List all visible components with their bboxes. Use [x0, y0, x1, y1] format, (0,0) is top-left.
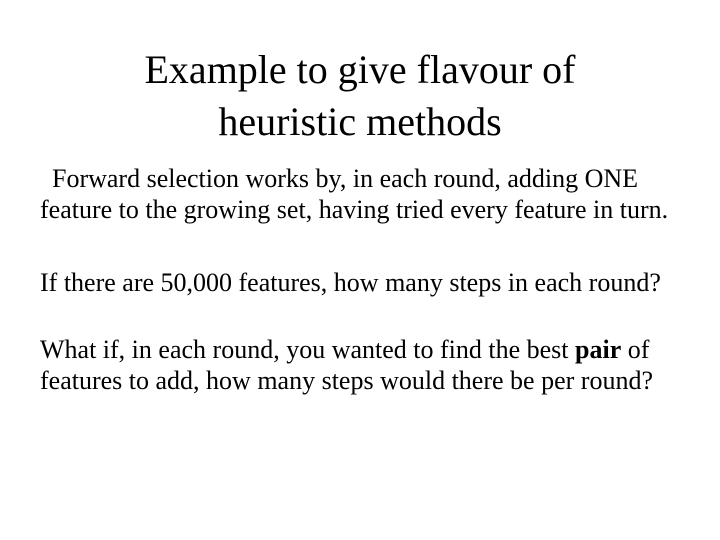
steps-question-paragraph	[40, 267, 720, 298]
paragraph-3-text-before: What if, in each round, you wanted to find the best	[40, 335, 576, 364]
title-line-1: Example to give flavour of	[144, 47, 576, 92]
paragraph-1-line-1: Forward selection works by, in each round, adding ONE	[52, 164, 639, 193]
paragraph-3-line-2: features to add, how many steps would there be per round?	[40, 366, 653, 395]
paragraph-3-text-after: of	[621, 335, 650, 364]
pair-question-paragraph	[40, 334, 720, 396]
slide-title	[0, 44, 720, 148]
paragraph-3-line-1	[40, 334, 720, 365]
pair-emphasis: pair	[575, 335, 622, 364]
forward-selection-paragraph	[40, 163, 720, 225]
paragraph-1-line-2: feature to the growing set, having tried every feature in turn.	[40, 195, 669, 224]
title-line-2: heuristic methods	[218, 99, 502, 144]
paragraph-2-line-1: If there are 50,000 features, how many steps in each round?	[40, 268, 661, 297]
